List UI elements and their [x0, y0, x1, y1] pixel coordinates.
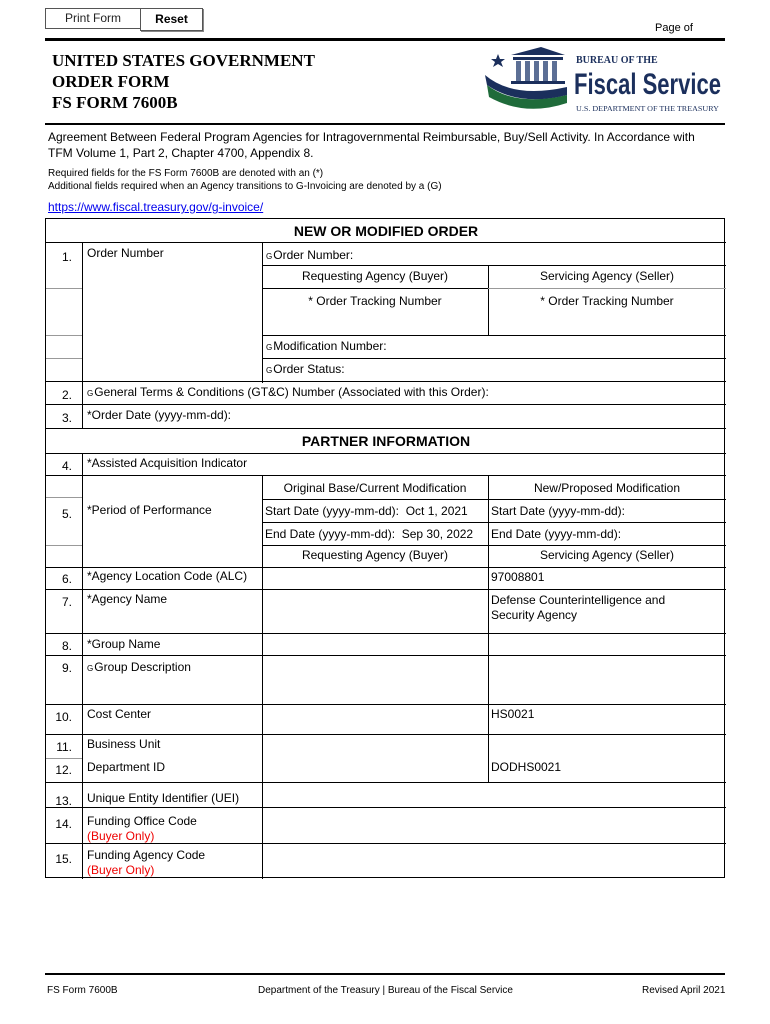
footer-revision: Revised April 2021 — [642, 985, 726, 996]
row-number-13: 13. — [55, 794, 72, 808]
end-date-field[interactable]: End Date (yyyy-mm-dd): Sep 30, 2022 — [265, 527, 474, 541]
title-rule — [45, 123, 725, 125]
fiscal-service-logo — [485, 45, 725, 117]
row-number-12: 12. — [55, 763, 72, 777]
cost-center-label: Cost Center — [87, 707, 152, 721]
header-rule — [45, 38, 725, 41]
servicing-agency-seller-header: Servicing Agency (Seller) — [539, 548, 675, 562]
agency-name-label: *Agency Name — [87, 592, 168, 606]
new-end-date-field[interactable]: End Date (yyyy-mm-dd): — [491, 527, 622, 541]
modification-number-field[interactable]: GModification Number: — [266, 339, 387, 353]
group-name-label: *Group Name — [87, 637, 161, 651]
logo-main-text: Fiscal Service — [574, 68, 721, 101]
requesting-agency-buyer-header: Requesting Agency (Buyer) — [301, 548, 449, 562]
funding-office-label: Funding Office Code (Buyer Only) — [87, 814, 197, 843]
period-of-performance-label: *Period of Performance — [87, 503, 212, 517]
order-status-field[interactable]: GOrder Status: — [266, 362, 345, 376]
servicing-agency-header: Servicing Agency (Seller) — [539, 269, 675, 283]
section-heading-new-order: NEW OR MODIFIED ORDER — [293, 223, 479, 239]
required-notes — [48, 168, 728, 193]
funding-agency-label: Funding Agency Code (Buyer Only) — [87, 848, 206, 877]
form-title — [52, 50, 315, 113]
order-form-table — [45, 218, 725, 878]
new-modification-header: New/Proposed Modification — [533, 481, 681, 495]
new-start-date-field[interactable]: Start Date (yyyy-mm-dd): — [491, 504, 626, 518]
footer-form-id: FS Form 7600B — [47, 985, 118, 996]
row-number-15: 15. — [55, 852, 72, 866]
logo-top-text: BUREAU OF THE — [576, 55, 658, 66]
seller-tracking-number-field[interactable]: * Order Tracking Number — [540, 294, 674, 308]
row-number-8: 8. — [61, 639, 72, 653]
logo-bottom-text: U.S. DEPARTMENT OF THE TREASURY — [576, 105, 719, 113]
section-heading-partner-info: PARTNER INFORMATION — [301, 433, 471, 449]
footer-department: Department of the Treasury | Bureau of the Fiscal Service — [258, 985, 513, 996]
row-number-14: 14. — [55, 817, 72, 831]
buyer-tracking-number-field[interactable]: * Order Tracking Number — [308, 294, 442, 308]
uei-label: Unique Entity Identifier (UEI) — [87, 791, 240, 805]
intro-text — [48, 129, 728, 161]
order-date-field[interactable]: *Order Date (yyyy-mm-dd): — [87, 408, 232, 422]
row-number-5: 5. — [61, 507, 72, 521]
row-number-2: 2. — [61, 388, 72, 402]
assisted-acquisition-label: *Assisted Acquisition Indicator — [87, 456, 248, 470]
page-number: Page of — [655, 22, 693, 34]
row-number-1: 1. — [61, 250, 72, 264]
original-base-header: Original Base/Current Modification — [283, 481, 467, 495]
cost-center-seller-value[interactable]: HS0021 — [491, 707, 535, 721]
alc-seller-value[interactable]: 97008801 — [491, 570, 545, 584]
title-line-1: UNITED STATES GOVERNMENT — [52, 51, 315, 70]
gtc-number-field[interactable]: GGeneral Terms & Conditions (GT&C) Number (Associated with this Order): — [87, 385, 489, 399]
department-id-label: Department ID — [87, 760, 166, 774]
alc-label: *Agency Location Code (ALC) — [87, 569, 248, 583]
title-line-2: ORDER FORM — [52, 72, 170, 91]
requesting-agency-header: Requesting Agency (Buyer) — [301, 269, 449, 283]
footer-rule — [45, 973, 725, 975]
row-number-6: 6. — [61, 572, 72, 586]
intro-line-2: TFM Volume 1, Part 2, Chapter 4700, Appendix 8. — [48, 146, 314, 160]
group-description-label: GGroup Description — [87, 660, 191, 674]
g-invoice-link[interactable]: https://www.fiscal.treasury.gov/g-invoice/ — [48, 200, 264, 214]
row-number-9: 9. — [61, 661, 72, 675]
agency-name-seller-value[interactable]: Defense Counterintelligence and Security Agency — [491, 593, 666, 622]
start-date-field[interactable]: Start Date (yyyy-mm-dd): Oct 1, 2021 — [265, 504, 468, 518]
title-line-3: FS FORM 7600B — [52, 93, 178, 112]
row-number-11: 11. — [56, 740, 72, 754]
g-order-number-field[interactable]: GOrder Number: — [266, 248, 354, 262]
required-note-2: Additional fields required when an Agency transitions to G-Invoicing are denoted by a (G) — [48, 180, 442, 192]
order-number-label: Order Number — [87, 246, 164, 260]
department-id-seller-value[interactable]: DODHS0021 — [491, 760, 562, 774]
row-number-7: 7. — [61, 595, 72, 609]
row-number-4: 4. — [61, 459, 72, 473]
print-form-button[interactable]: Print Form — [45, 8, 141, 29]
business-unit-label: Business Unit — [87, 737, 161, 751]
row-number-10: 10. — [55, 710, 72, 724]
required-note-1: Required fields for the FS Form 7600B are denoted with an (*) — [48, 168, 324, 179]
intro-line-1: Agreement Between Federal Program Agencies for Intragovernmental Reimbursable, Buy/Sell Activity. In Accordance with — [48, 130, 695, 144]
row-number-3: 3. — [61, 411, 72, 425]
reset-button[interactable]: Reset — [140, 8, 203, 31]
